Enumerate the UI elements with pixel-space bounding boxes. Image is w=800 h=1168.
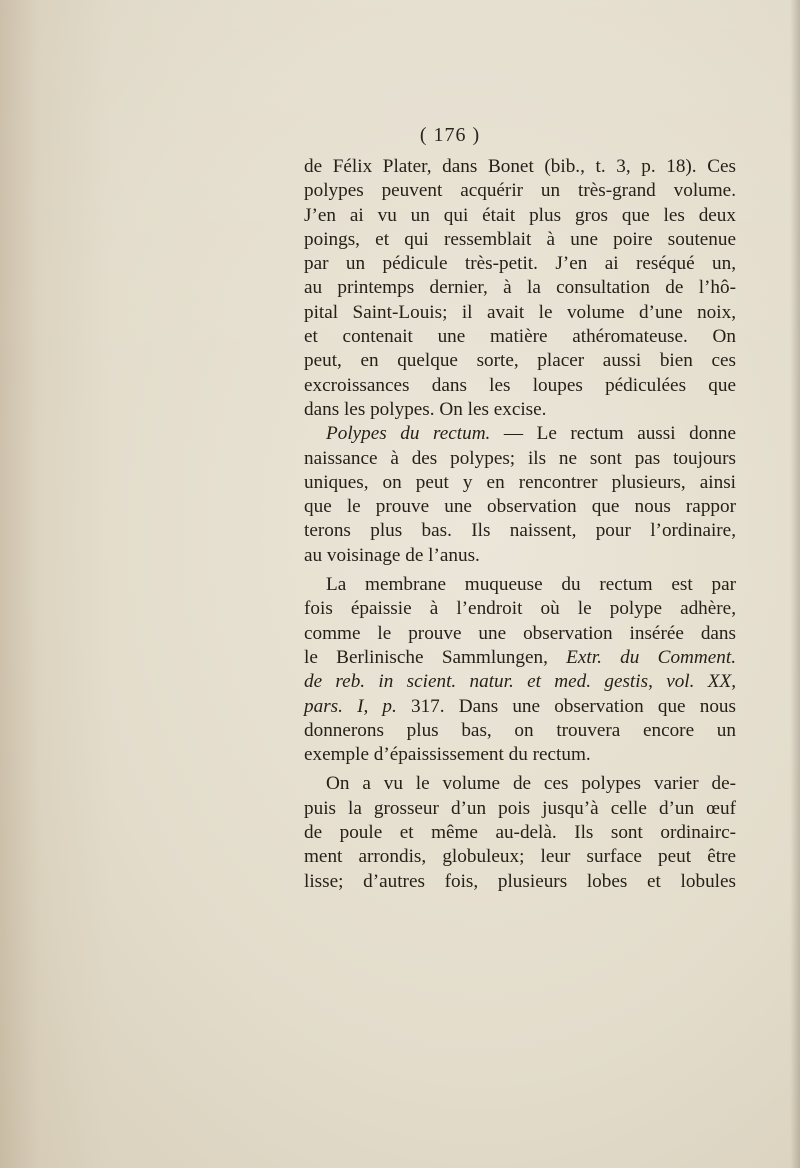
text-line: [304, 622, 736, 646]
text-line: [304, 349, 736, 373]
line-text: par un pédicule très-petit. J’en ai reséqué un,: [304, 253, 736, 275]
line-text: uniques, on peut y en rencontrer plusieurs, ainsi: [304, 471, 736, 493]
text-line: [304, 374, 736, 398]
text-line: [304, 845, 736, 869]
text-line: [304, 719, 736, 743]
line-text: exemple d’épaississement du rectum.: [304, 744, 591, 766]
body-text: [304, 155, 736, 894]
line-text: On a vu le volume de ces polypes varier de-: [326, 773, 736, 795]
text-line: [304, 398, 736, 422]
line-text: comme le prouve une observation insérée dans: [304, 622, 736, 644]
line-text: J’en ai vu un qui était plus gros que les deux: [304, 204, 736, 226]
italic-text: vol. XX,: [666, 671, 736, 693]
line-text: 317. Dans une observation que nous: [396, 695, 736, 717]
line-text: poings, et qui ressemblait à une poire soutenue: [304, 228, 736, 250]
text-line: [304, 301, 736, 325]
line-text: ,: [648, 671, 667, 693]
text-line: [304, 447, 736, 471]
line-text: La membrane muqueuse du rectum est par: [326, 574, 736, 596]
text-line: [304, 252, 736, 276]
text-line: [304, 597, 736, 621]
line-text: ment arrondis, globuleux; leur surface peut être: [304, 846, 736, 868]
line-text: le Berlinische Sammlungen,: [304, 646, 567, 668]
line-text: dans les polypes. On les excise.: [304, 398, 547, 420]
text-line: [304, 276, 736, 300]
italic-text: de reb. in scient. natur. et med. gestis: [304, 671, 649, 693]
line-text: puis la grosseur d’un pois jusqu’à celle d’un œuf: [304, 797, 736, 819]
text-line: [304, 695, 736, 719]
text-line: [304, 325, 736, 349]
line-text: donnerons plus bas, on trouvera encore un: [304, 719, 736, 741]
line-text: et contenait une matière athéromateuse. On: [304, 326, 736, 348]
text-line: [304, 155, 736, 179]
line-text: au printemps dernier, à la consultation de l’hô-: [304, 277, 736, 299]
text-line: [304, 422, 736, 446]
page-number: ( 176 ): [419, 124, 481, 146]
page-edge-shadow: [790, 0, 800, 1168]
italic-text: Polypes du rectum.: [326, 423, 491, 445]
line-text: pital Saint-Louis; il avait le volume d’une noix,: [304, 301, 736, 323]
line-text: que le prouve une observation que nous rappor: [304, 496, 736, 518]
italic-text: Extr. du Comment.: [566, 646, 736, 668]
line-text: — Le rectum aussi donne: [490, 423, 736, 445]
text-line: [304, 821, 736, 845]
text-line: [304, 646, 736, 670]
line-text: naissance à des polypes; ils ne sont pas toujours: [304, 447, 736, 469]
line-text: fois épaissie à l’endroit où le polype adhère,: [304, 598, 736, 620]
text-line: [304, 519, 736, 543]
text-line: [304, 179, 736, 203]
line-text: de poule et même au-delà. Ils sont ordinairc-: [304, 822, 736, 844]
text-line: [304, 772, 736, 796]
line-text: excroissances dans les loupes pédiculées que: [304, 374, 736, 396]
text-line: [304, 471, 736, 495]
line-text: au voisinage de l’anus.: [304, 544, 480, 566]
text-line: [304, 204, 736, 228]
text-line: [304, 743, 736, 767]
text-line: [304, 870, 736, 894]
text-line: [304, 573, 736, 597]
text-line: [304, 797, 736, 821]
line-text: lisse; d’autres fois, plusieurs lobes et lobules: [304, 870, 736, 892]
text-line: [304, 544, 736, 568]
text-line: [304, 495, 736, 519]
text-line: [304, 228, 736, 252]
line-text: peut, en quelque sorte, placer aussi bien ces: [304, 350, 736, 372]
line-text: de Félix Plater, dans Bonet (bib., t. 3, p. 18). Ces: [304, 156, 736, 177]
italic-text: pars. I, p.: [304, 695, 397, 717]
line-text: polypes peuvent acquérir un très-grand volume.: [304, 180, 736, 202]
text-line: [304, 670, 736, 694]
line-text: terons plus bas. Ils naissent, pour l’ordinaire,: [304, 520, 736, 542]
